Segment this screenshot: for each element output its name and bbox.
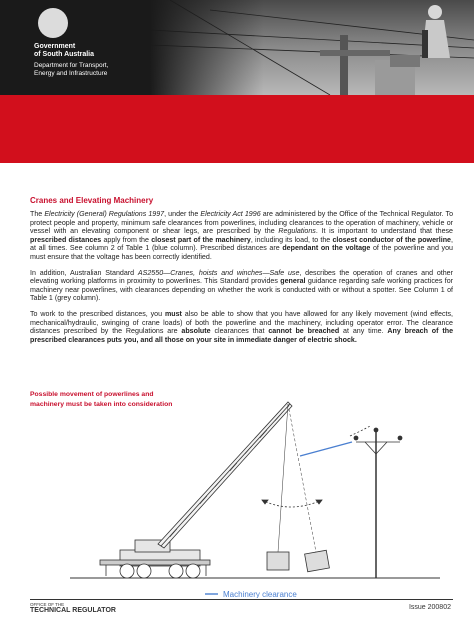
p1-s4: Electricity Act 1996 (200, 210, 261, 218)
government-name (34, 43, 144, 59)
article-title: Cranes and Elevating Machinery (30, 196, 154, 205)
page-header (0, 0, 474, 95)
article-body (30, 196, 453, 351)
p1-s3: , under the (164, 210, 201, 218)
header-photo (150, 0, 474, 95)
movement-note-line-1: Possible movement of powerlines and (30, 391, 154, 398)
p2-s3: , describes the operation of cranes and other elevating working platforms in proximity to powerlines. This Standard provides (30, 268, 453, 286)
paragraph-standard (30, 269, 453, 303)
p3-s5: clearances that (210, 327, 269, 336)
legend-label: Machinery clearance (223, 590, 297, 598)
issue-number: Issue 200802 (408, 604, 451, 611)
p3-s2: must (164, 309, 182, 318)
dept-line-2: Energy and Infrastructure (34, 70, 108, 77)
p1-s6: Regulations (278, 227, 316, 236)
p2-s4: general (280, 277, 306, 286)
p3-s3: also be able to show that you have allowed for any likely movement (wind effects, mechanical/hydraulic, swinging of crane loads) of both the powerline and the machinery, including operator error. The clearance distances prescribed by the Regulations are (30, 309, 453, 336)
p3-s7: at any time. (339, 327, 388, 336)
footer-divider (30, 599, 453, 600)
p1-s1: The (30, 210, 45, 218)
p1-s15: of the powerline and you must ensure that the voltage has been correctly identified. (30, 244, 453, 261)
p1-s14: dependant on the voltage (282, 244, 371, 253)
p1-s10: closest part of the machinery (151, 235, 251, 244)
gov-line-1: Government (34, 43, 76, 50)
paragraph-regulations (30, 210, 453, 262)
p3-s4: absolute (181, 327, 211, 336)
sa-crest-logo (38, 8, 68, 38)
powerline-pole (350, 426, 402, 578)
office-label-large: TECHNICAL REGULATOR (30, 607, 116, 614)
office-label-small: OFFICE OF THE (30, 602, 65, 607)
crane-clearance-diagram (30, 380, 453, 598)
p1-s9: apply from the (101, 235, 152, 244)
movement-note-line-2: machinery must be taken into consideration (30, 401, 173, 408)
p1-s8: prescribed distances (30, 235, 102, 244)
p1-s7: . It is important to understand that these (315, 227, 454, 236)
p1-s13: , at all times. See column 2 of Table 1 (blue column). Prescribed distances are (30, 235, 453, 253)
crane-illustration (70, 402, 440, 578)
gov-line-2: of South Australia (34, 51, 95, 58)
dept-line-1: Department for Transport, (34, 62, 109, 69)
p2-s5: guidance regarding safe working practices for machinery near powerlines, with clearances depending on whether the work is conducted with or without a spotter. See Column 1 of Table 1 (grey column). (30, 277, 454, 303)
p3-s6: cannot be breached (268, 327, 340, 336)
clearance-indicator (300, 442, 352, 456)
p3-s8: Any breach of the prescribed clearances puts you, and all those on your site in immediate danger of electric shock. (30, 327, 454, 344)
red-banner (0, 95, 474, 163)
department-name (34, 62, 144, 78)
p1-s5: are administered by the Office of the Technical Regulator. To protect people and property, minimum safe clearances from powerlines, including clearances to the operation of machinery, vehicle or vessel with an elevating component or shear legs, are prescribed by the (30, 210, 454, 236)
paragraph-prescribed-distances (30, 310, 453, 344)
p1-s12: closest conductor of the powerline (332, 235, 452, 244)
p1-s2: Electricity (General) Regulations 1997 (44, 210, 165, 218)
p2-s1: In addition, Australian Standard (30, 268, 138, 277)
p2-s2: AS2550—Cranes, hoists and winches—Safe use (137, 268, 300, 277)
p1-s11: , including its load, to the (250, 235, 333, 244)
p3-s1: To work to the prescribed distances, you (30, 309, 165, 318)
